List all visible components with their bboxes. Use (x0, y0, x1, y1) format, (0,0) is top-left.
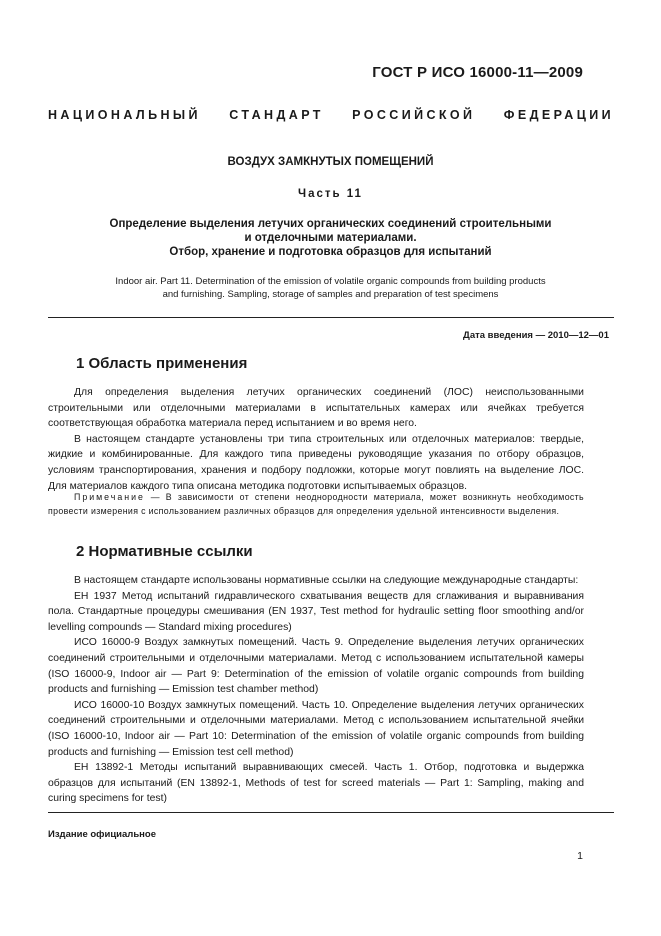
introduction-date: Дата введения — 2010—12—01 (463, 330, 609, 341)
section-1-paragraph: Для определения выделения летучих органических соединений (ЛОС) неиспользованными строительными или отделочными материалами в испытательных камерах или ячейках требуется соответствующая обработка материала перед испытанием и во время него. (48, 387, 584, 430)
note-text: — В зависимости от степени неоднородности материала, может возникнуть необходимость провести измерения с использованием различных образцов для определения удельной интенсивности выделения. (48, 492, 584, 516)
footer-divider (48, 812, 614, 813)
normative-reference: ЕН 13892-1 Методы испытаний выравнивающих смесей. Часть 1. Отбор, подготовка и выдержка образцов для испытаний (EN 13892-1, Methods of test for screed materials — Part 1: Sampling, making and curing specimens for test) (48, 762, 584, 805)
section-2-intro: В настоящем стандарте использованы нормативные ссылки на следующие международные стандарты: (74, 575, 579, 586)
normative-reference: ИСО 16000-9 Воздух замкнутых помещений. Часть 9. Определение выделения летучих органических соединений строительными и отделочными материалами. Метод с использованием испытательной камеры (ISO 16000-9, Indoor air — Part 9: Determination of the emission of volatile organic compounds from building products and furnishing — Emission test chamber method) (48, 637, 584, 696)
section-1-heading: 1 Область применения (76, 355, 248, 372)
english-title-line-2: and furnishing. Sampling, storage of samples and preparation of test specimens (162, 289, 499, 300)
normative-reference: ИСО 16000-10 Воздух замкнутых помещений. Часть 10. Определение выделения летучих органических соединений строительными и отделочными материалами. Метод с использованием испытательной ячейки (ISO 16000-10, Indoor air — Part 10: Determination of the emission of volatile organic compounds from building products and furnishing — Emission test cell method) (48, 699, 584, 758)
normative-reference: ЕН 1937 Метод испытаний гидравлического схватывания веществ для сглаживания и выравнивания пола. Стандартные процедуры смешивания (EN 1937, Test method for hydraulic setting floor smoothing and/or levelling compounds — Standard mixing procedures) (48, 590, 584, 633)
document-code: ГОСТ Р ИСО 16000-11—2009 (372, 64, 583, 81)
english-title-line-1: Indoor air. Part 11. Determination of the emission of volatile organic compounds from building products (115, 276, 546, 287)
note-label: Примечание (74, 492, 145, 502)
page-number: 1 (577, 850, 583, 862)
section-1-paragraph: В настоящем стандарте установлены три типа строительных или отделочных материалов: твердые, жидкие и комбинированные. Для каждого типа приведены руководящие указания по отбору образцов, условиям транспортирования, хранения и подбору подложки, которые могут повлиять на выделение ЛОС. Для материалов каждого типа описана методика подготовки испытываемых образцов. (48, 433, 584, 492)
main-title: ВОЗДУХ ЗАМКНУТЫХ ПОМЕЩЕНИЙ (227, 156, 434, 168)
edition-label: Издание официальное (48, 829, 156, 840)
subtitle-line-1: Определение выделения летучих органических соединений строительными (109, 218, 552, 230)
header-divider (48, 317, 614, 318)
section-2-body (48, 573, 584, 807)
section-1-note (48, 491, 584, 518)
national-standard-banner: НАЦИОНАЛЬНЫЙ СТАНДАРТ РОССИЙСКОЙ ФЕДЕРАЦИИ (48, 108, 614, 122)
section-1-body (48, 385, 584, 494)
part-label: Часть 11 (298, 188, 363, 200)
section-2-heading: 2 Нормативные ссылки (76, 543, 253, 560)
subtitle-line-2: и отделочными материалами. (244, 232, 417, 244)
subtitle-line-3: Отбор, хранение и подготовка образцов для испытаний (169, 246, 492, 258)
